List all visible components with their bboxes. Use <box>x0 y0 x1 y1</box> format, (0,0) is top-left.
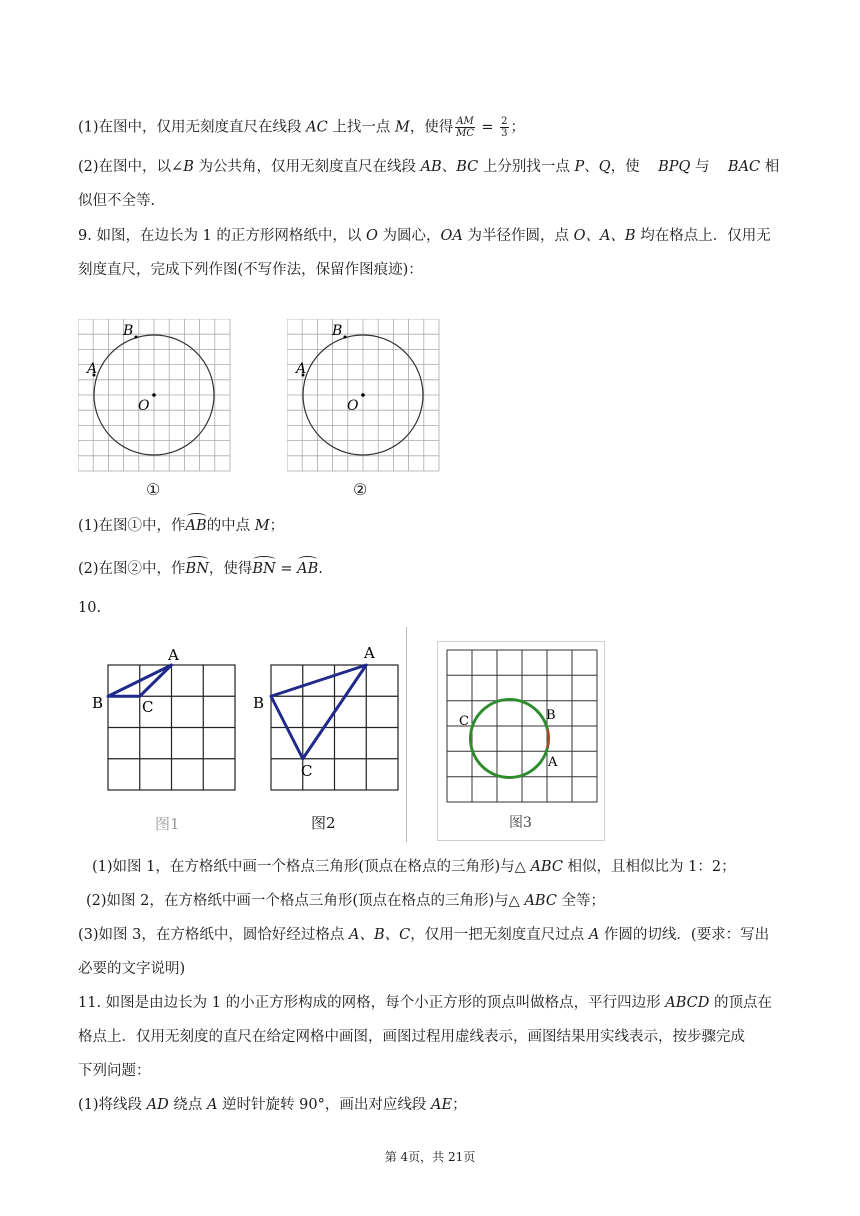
arc-bn: BN <box>185 561 209 577</box>
q9-part2-text2: ，使得 <box>208 561 253 577</box>
q11-line3 <box>78 1061 151 1081</box>
q10-part3 <box>78 925 769 945</box>
q10-figure-3 <box>437 641 605 841</box>
q9-figure-1 <box>78 319 232 473</box>
label-o: O <box>347 398 359 414</box>
q11-line1 <box>78 993 772 1013</box>
q9-part2-text: (2)在图②中，作 <box>78 561 186 577</box>
q11-part1-text2: 绕点 <box>168 1097 207 1113</box>
q11-part1-text3: 逆时针旋转 90°，画出对应线段 <box>217 1097 431 1113</box>
point-m: M <box>394 119 410 136</box>
separator: 、 <box>441 159 457 175</box>
center-dot <box>361 393 365 397</box>
q8-part2-text5: 相 <box>760 159 780 175</box>
caption-figure-q10-2: 图2 <box>311 814 336 832</box>
vertical-divider <box>406 627 407 842</box>
q8-part1-end: ； <box>510 119 526 136</box>
q8-part1 <box>78 116 525 139</box>
point-a: A <box>588 927 600 943</box>
caption-figure-2: ② <box>353 480 368 499</box>
points-abc: A、B、C <box>348 927 411 943</box>
q10-part3-line2 <box>78 959 185 979</box>
label-o: O <box>138 398 150 414</box>
q10-figure-2 <box>251 643 401 793</box>
q8-part1-text: (1)在图中，仅用无刻度直尺在线段 <box>78 119 307 136</box>
fraction-denominator-3: 3 <box>501 128 508 139</box>
radius-oa: OA <box>440 228 463 244</box>
grid-lines <box>447 650 597 802</box>
q10-part3-text: (3)如图 3，在方格纸中，圆恰好经过格点 <box>78 927 349 943</box>
label-a: A <box>296 361 307 377</box>
q9-line2-text: 刻度直尺，完成下列作图(不写作法，保留作图痕迹)： <box>78 262 423 278</box>
page-footer: 第 4页，共 21页 <box>384 1150 476 1164</box>
segment-ab: AB <box>420 159 442 175</box>
q8-part2-with: 与 <box>690 159 715 175</box>
segment-ae: AE <box>431 1097 453 1113</box>
q11-line3-text: 下列问题： <box>78 1063 151 1079</box>
label-c: C <box>301 762 313 780</box>
arc-bn-2: BN <box>252 561 276 577</box>
q8-part2-text: (2)在图中，以∠ <box>78 159 184 175</box>
q11-part1 <box>78 1095 467 1115</box>
q10-part1-text: (1)如图 1，在方格纸中画一个格点三角形(顶点在格点的三角形)与△ <box>92 859 531 875</box>
segment-bc: BC <box>456 159 479 175</box>
fraction-am-mc <box>455 116 474 139</box>
label-c: C <box>142 698 154 716</box>
fraction-two-thirds <box>500 116 508 139</box>
q9-part1-end: ； <box>269 518 285 534</box>
arc-ab-2: AB <box>297 561 319 577</box>
equals-sign: = <box>476 119 499 136</box>
q10-part1-end: 相似，且相似比为 1：2； <box>562 859 736 875</box>
q10-part3-text2: ，仅用一把无刻度直尺过点 <box>410 927 589 943</box>
q10-number-text: 10. <box>78 600 102 616</box>
segment-ac: AC <box>306 119 328 136</box>
q8-part2-line2-text: 似但不全等. <box>78 193 156 209</box>
triangle-abc-ref: ABC <box>530 859 563 875</box>
q10-part3-text3: 作圆的切线．(要求：写出 <box>599 927 770 943</box>
label-a: A <box>364 644 375 662</box>
circle <box>471 700 549 778</box>
q10-part2-text: (2)如图 2，在方格纸中画一个格点三角形(顶点在格点的三角形)与△ <box>86 893 525 909</box>
q9-part2 <box>78 559 323 579</box>
q9-figure-2 <box>287 319 441 473</box>
fraction-denominator: MC <box>456 128 474 139</box>
q9-line2 <box>78 260 423 280</box>
label-a: A <box>87 361 98 377</box>
q8-part1-text3: ，使得 <box>409 119 454 136</box>
q11-line2 <box>78 1027 745 1047</box>
grid-lines <box>271 665 398 790</box>
figure-frame <box>438 642 605 841</box>
label-a: A <box>548 755 558 770</box>
triangle-bac: BAC <box>727 159 761 175</box>
segment-ad: AD <box>146 1097 169 1113</box>
q9-line1 <box>78 226 771 246</box>
q8-part2-text4: ，使 <box>610 159 645 175</box>
q9-text2: 为圆心， <box>377 228 441 244</box>
separator: 、 <box>584 159 599 175</box>
q8-part2-line2 <box>78 191 155 211</box>
caption-figure-q10-3: 图3 <box>509 815 532 831</box>
point-q: Q <box>598 159 611 175</box>
q10-part2-end: 全等； <box>556 893 606 909</box>
label-c: C <box>459 714 469 729</box>
triangle-abc <box>271 665 366 759</box>
parallelogram-abcd: ABCD <box>665 995 710 1011</box>
q9-text3: 为半径作圆，点 <box>462 228 574 244</box>
q9-part2-end: . <box>318 561 323 577</box>
q11-text2: 的顶点在 <box>709 995 772 1011</box>
q9-part1-text2: 的中点 <box>206 518 255 534</box>
q10-part2 <box>86 891 605 911</box>
q11-line2-text: 格点上．仅用无刻度的直尺在给定网格中画图，画图过程用虚线表示，画图结果用实线表示，按步骤完成 <box>78 1029 745 1045</box>
q11-text: 11. 如图是由边长为 1 的小正方形构成的网格，每个小正方形的顶点叫做格点，平行四边形 <box>78 995 666 1011</box>
caption-figure-q10-1: 图1 <box>155 815 180 833</box>
q11-part1-text: (1)将线段 <box>78 1097 147 1113</box>
point-b-dot <box>135 336 138 339</box>
triangle-bpq: BPQ <box>658 159 691 175</box>
q9-text: 9. 如图，在边长为 1 的正方形网格纸中，以 <box>78 228 366 244</box>
fraction-numerator: AM <box>456 116 474 127</box>
label-b: B <box>253 694 265 712</box>
q10-part3-line2-text: 必要的文字说明) <box>78 961 186 977</box>
q10-number <box>78 598 101 618</box>
q9-text4: 均在格点上．仅用无 <box>635 228 771 244</box>
center-dot <box>152 393 156 397</box>
equals-sign: = <box>275 561 298 577</box>
label-a: A <box>168 646 179 664</box>
q11-part1-end: ； <box>452 1097 467 1113</box>
points-oab: O、A、B <box>573 228 636 244</box>
label-b: B <box>546 708 556 723</box>
point-b-dot <box>344 336 347 339</box>
label-b: B <box>332 323 343 339</box>
caption-figure-1: ① <box>146 480 161 499</box>
point-p: P <box>574 159 585 175</box>
q8-part1-text2: 上找一点 <box>327 119 395 136</box>
q8-part2 <box>78 157 779 177</box>
q9-part1-text: (1)在图①中，作 <box>78 518 186 534</box>
grid-lines <box>108 665 235 790</box>
point-o: O <box>366 228 378 244</box>
q10-figure-1 <box>88 643 238 793</box>
fraction-numerator-2: 2 <box>501 116 508 127</box>
triangle-abc-ref: ABC <box>524 893 557 909</box>
arc-ab: AB <box>185 518 207 534</box>
point-a: A <box>206 1097 218 1113</box>
q10-part1 <box>92 857 736 877</box>
q8-part2-text2: 为公共角，仅用无刻度直尺在线段 <box>193 159 421 175</box>
label-b: B <box>123 323 134 339</box>
point-m: M <box>254 518 270 534</box>
angle-b: B <box>183 159 194 175</box>
label-b: B <box>92 694 104 712</box>
q8-part2-text3: 上分别找一点 <box>478 159 575 175</box>
q9-part1 <box>78 516 284 536</box>
